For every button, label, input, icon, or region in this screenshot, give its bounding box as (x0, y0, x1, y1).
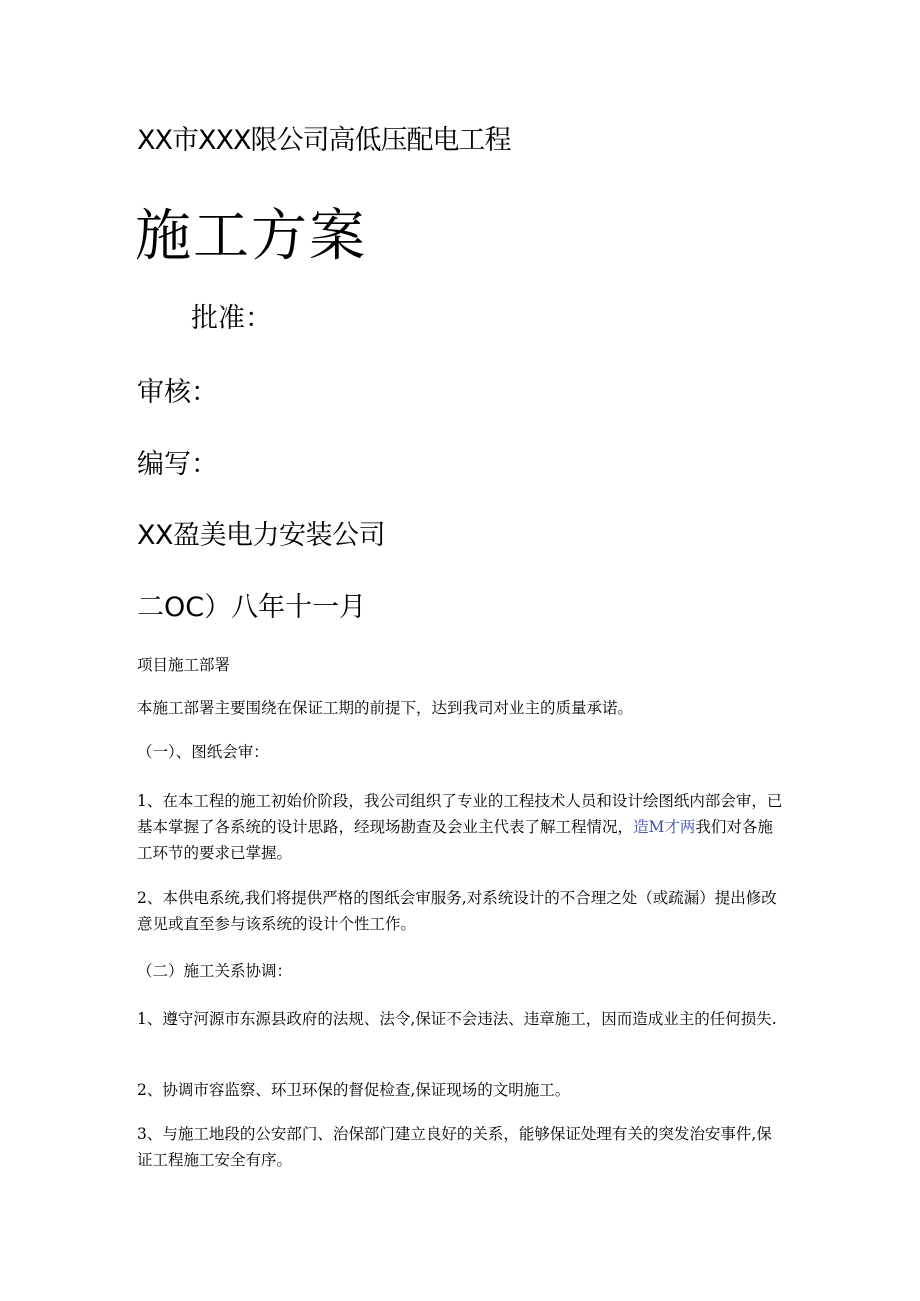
project-title: XX市XXX限公司高低压配电工程 (137, 125, 511, 156)
writer-label: 编写： (137, 449, 218, 480)
paragraph-item: 3、与施工地段的公安部门、治保部门建立良好的关系，能够保证处理有关的突发治安事件,保证工程施工安全有序。 (137, 1125, 772, 1169)
paragraph-item (137, 788, 787, 866)
paragraph-text: 1、在本工程的施工初始价阶段，我公司组织了专业的工程技术人员和设计绘图纸内部会审，已基本掌握了各系统的设计思路，经现场勘查及会业主代表了解工程情况， (137, 792, 783, 836)
company-name: XX盈美电力安装公司 (137, 520, 385, 551)
approve-label: 批准： (191, 303, 272, 334)
heading-coordination: （二）施工关系协调： (137, 962, 293, 980)
intro-paragraph: 本施工部署主要围绕在保证工期的前提下，达到我司对业主的质量承诺。 (137, 699, 634, 717)
garbled-link-text: 造M才两 (633, 818, 696, 836)
document-title: 施工方案 (135, 204, 367, 269)
paragraph-text: 我们对各施工环节的要求已掌握。 (137, 818, 773, 862)
review-label: 审核： (137, 377, 218, 408)
paragraph-item: 2、协调市容监察、环卫环保的督促检查,保证现场的文明施工。 (137, 1081, 571, 1099)
document-date: 二OC）八年十一月 (137, 592, 367, 623)
paragraph-item: 2、本供电系统,我们将提供严格的图纸会审服务,对系统设计的不合理之处（或疏漏）提出修改意见或直至参与该系统的设计个性工作。 (137, 889, 777, 933)
paragraph-item: 1、遵守河源市东源县政府的法规、法令,保证不会违法、违章施工，因而造成业主的任何损失. (137, 1010, 777, 1028)
section-title: 项目施工部署 (137, 656, 231, 674)
heading-drawing-review: （一）、图纸会审： (137, 743, 269, 761)
